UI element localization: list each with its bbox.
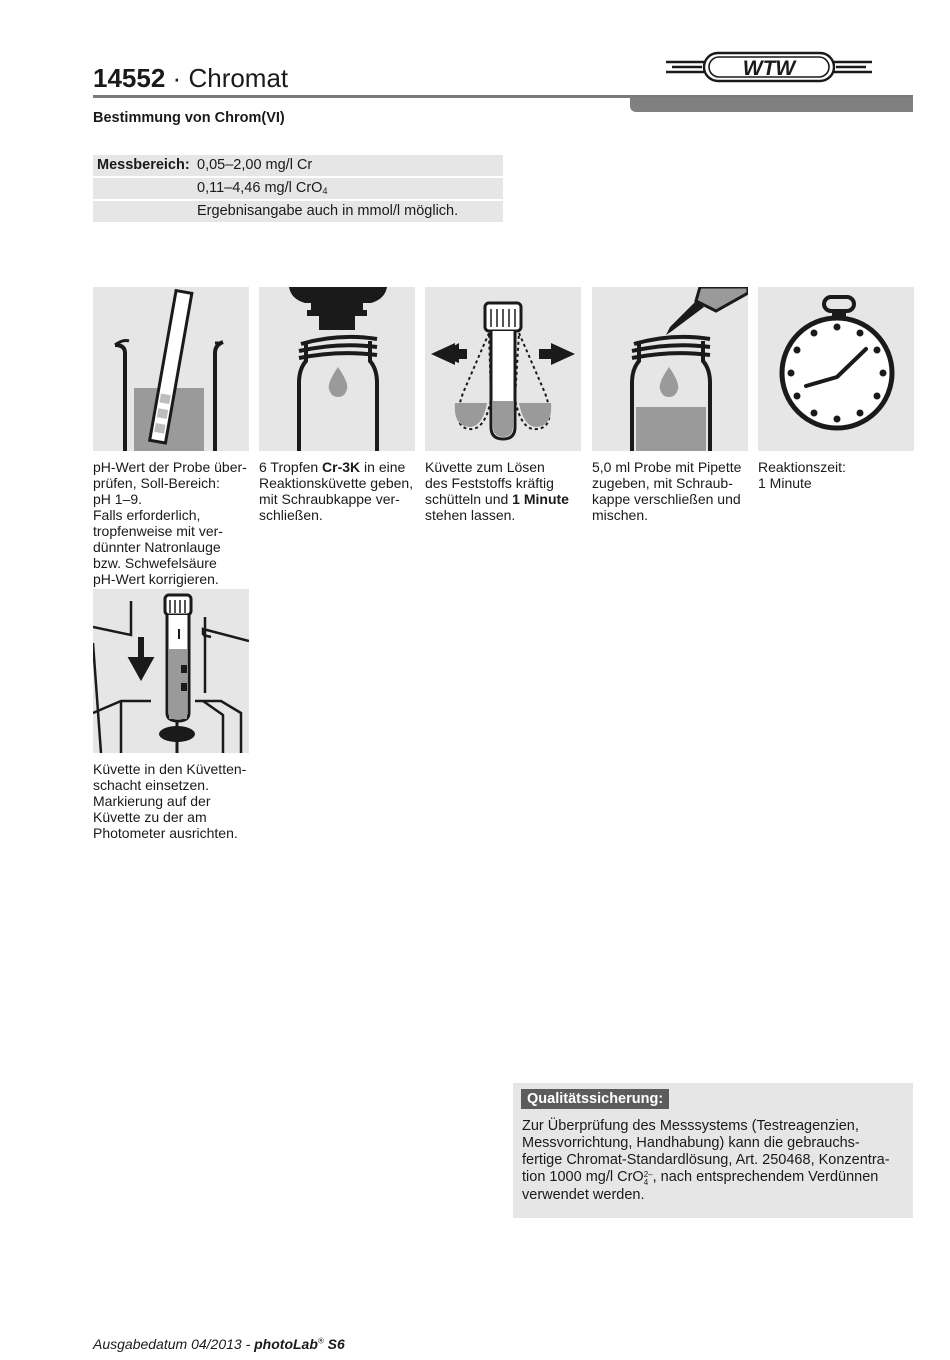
footer-model: S6 [323, 1336, 345, 1352]
title-separator: · [172, 63, 182, 93]
step-4-caption: 5,0 ml Probe mit Pipette zugeben, mit Schraub- kappe verschließen und mischen. [592, 459, 742, 523]
range-value-cr: 0,05–2,00 mg/l Cr [197, 157, 313, 173]
header-tab [630, 97, 913, 112]
range-subscript: 4 [322, 186, 328, 196]
stopwatch-icon [758, 287, 914, 451]
range-value-cro4 [197, 178, 327, 202]
insert-cuvette-icon [93, 589, 249, 753]
range-row-2 [93, 178, 503, 199]
page-title [93, 62, 288, 94]
article-number: 14552 [93, 63, 166, 93]
step-1-panel [93, 287, 249, 451]
step-6-caption: Küvette in den Küvetten- schacht einsetzen. Markierung auf der Küvette zu der am Photometer ausrichten. [93, 761, 247, 841]
product-name: Chromat [188, 63, 289, 93]
footer-prefix: Ausgabedatum 04/2013 - [93, 1336, 255, 1352]
chromate-charge: 2– 4 [643, 1170, 653, 1187]
step-2-emphasis: Cr-3K [322, 459, 361, 475]
footer [93, 1336, 345, 1352]
pipette-cuvette-icon [592, 287, 748, 451]
subtitle: Bestimmung von Chrom(VI) [93, 110, 285, 126]
wtw-logo [666, 50, 872, 84]
step-5-caption: Reaktionszeit: 1 Minute [758, 459, 846, 491]
quality-heading: Qualitätssicherung: [521, 1089, 669, 1109]
step-4-panel [592, 287, 748, 451]
step-3-panel [425, 287, 581, 451]
range-value-cro4-text: 0,11–4,46 mg/l CrO [197, 180, 323, 196]
beaker-teststrip-icon [93, 287, 249, 451]
footer-reg: ® [317, 1336, 324, 1346]
range-note: Ergebnisangabe auch in mmol/l möglich. [197, 203, 459, 219]
step-6-panel [93, 589, 249, 753]
range-row-1 [93, 155, 503, 176]
range-label: Messbereich: [97, 157, 190, 173]
shake-cuvette-icon [425, 287, 581, 451]
dropper-bottle-icon [259, 287, 415, 451]
logo-text: WTW [742, 57, 796, 80]
quality-text: Zur Überprüfung des Messsystems (Testreagenzien, Messvorrichtung, Handhabung) kann die gebrauchs- fertige Chromat-Standardlösung, Art. 250468, Konzentra- tion 1000 mg/l CrO2– 4 , nach entsprechendem Verdünnen verwendet werden. [522, 1118, 890, 1203]
step-2-caption: 6 Tropfen Cr-3K in eine Reaktionsküvette geben, mit Schraubkappe ver- schließen. [259, 459, 414, 523]
range-row-3 [93, 201, 503, 222]
step-3-emphasis: 1 Minute [512, 491, 569, 507]
step-3-caption: Küvette zum Lösen des Feststoffs kräftig schütteln und 1 Minute stehen lassen. [425, 459, 569, 523]
step-5-panel [758, 287, 914, 451]
step-1-caption: pH-Wert der Probe über- prüfen, Soll-Bereich: pH 1–9. Falls erforderlich, tropfenweise mit ver- dünnter Natronlauge bzw. Schwefelsäure pH-Wert korrigieren. [93, 459, 247, 587]
step-2-panel [259, 287, 415, 451]
footer-product: photoLab [254, 1336, 318, 1352]
